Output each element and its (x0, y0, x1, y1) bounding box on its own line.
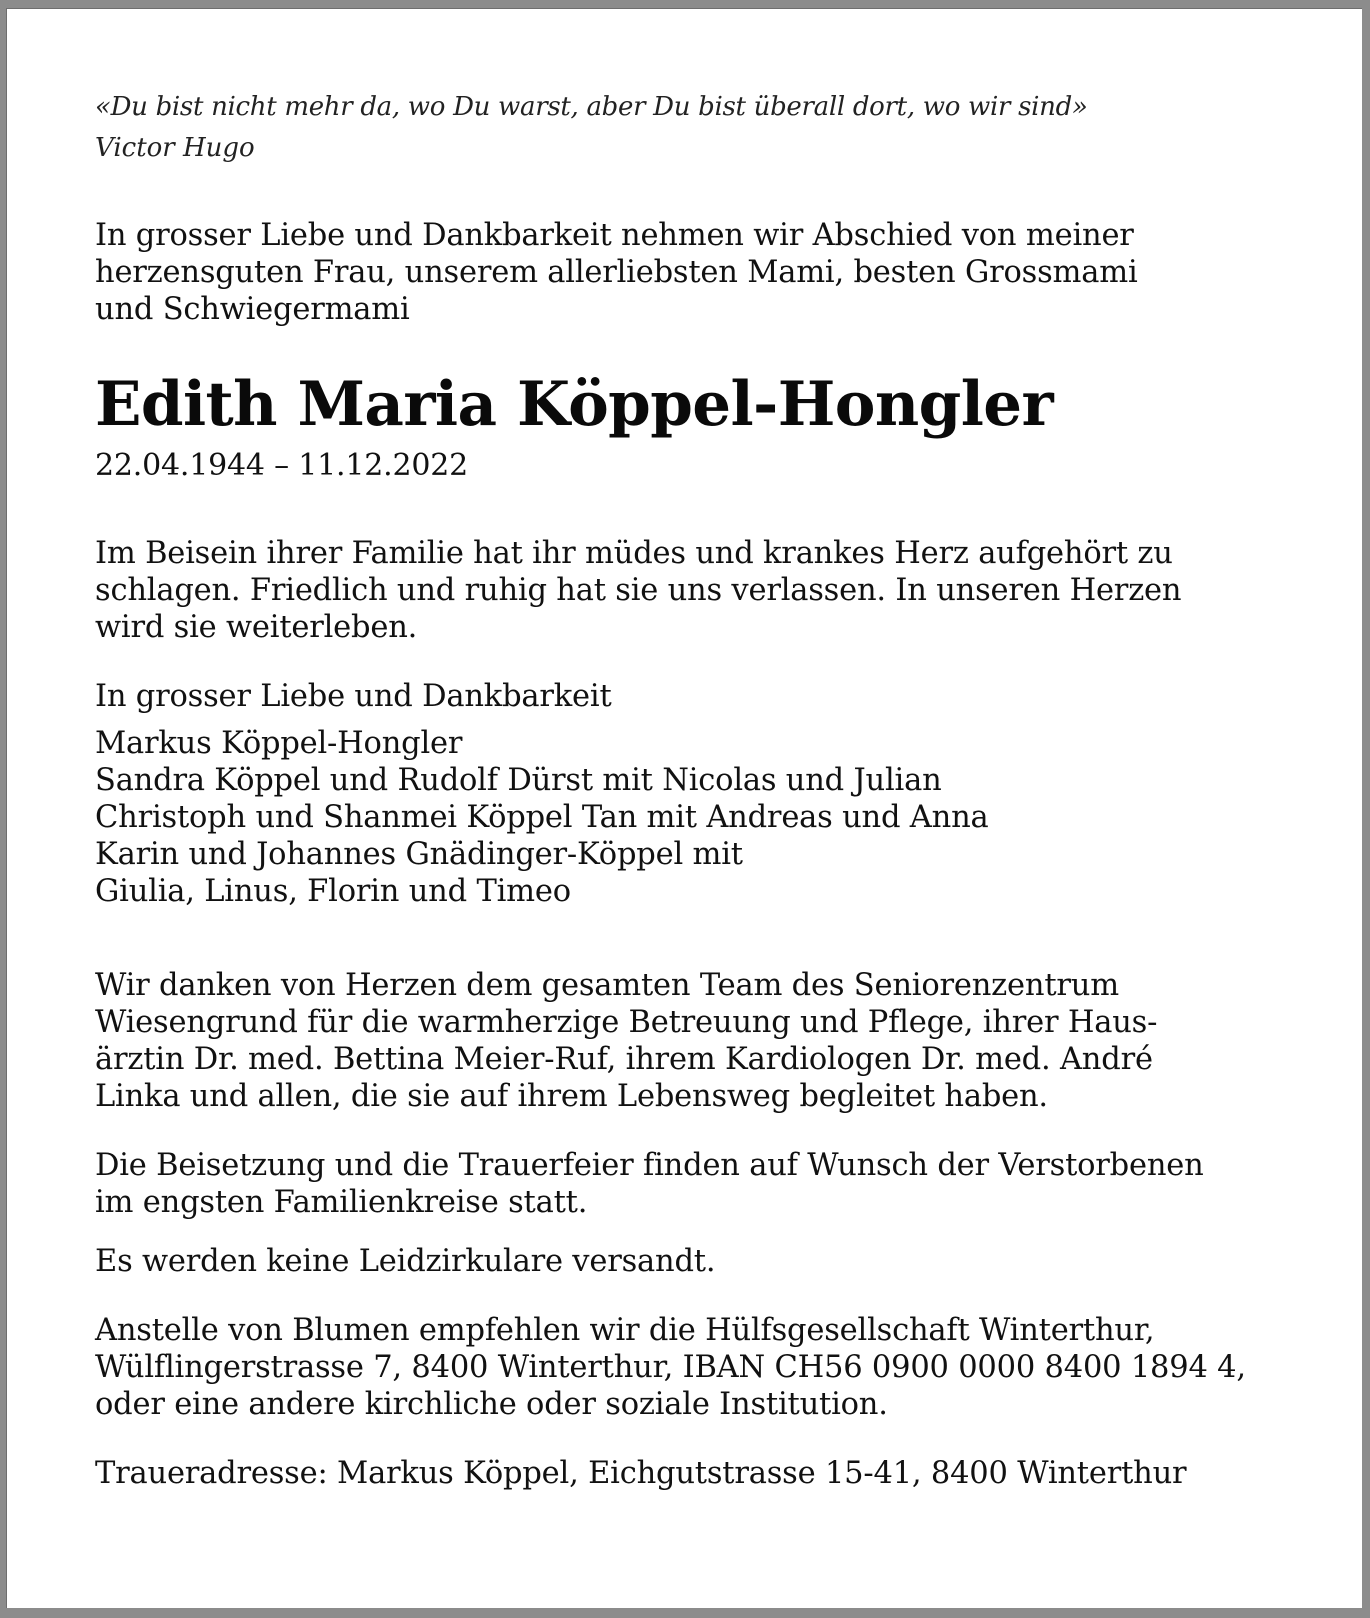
donation-line: oder eine andere kirchliche oder soziale Institution. (95, 1387, 888, 1422)
funeral-line: Die Beisetzung und die Trauerfeier finden auf Wunsch der Verstorbenen (95, 1148, 1204, 1183)
quote-author: Victor Hugo (95, 133, 255, 163)
intro-line: In grosser Liebe und Dankbarkeit nehmen wir Abschied von meiner (95, 218, 1134, 253)
family-member: Christoph und Shanmei Köppel Tan mit Andreas und Anna (95, 800, 989, 835)
obituary-content (95, 87, 1345, 1492)
passing-line: Im Beisein ihrer Familie hat ihr müdes und krankes Herz aufgehört zu (95, 536, 1173, 571)
thanks-line: Wir danken von Herzen dem gesamten Team des Seniorenzentrum (95, 968, 1119, 1003)
mourning-address: Traueradresse: Markus Köppel, Eichgutstrasse 15-41, 8400 Winterthur (95, 1456, 1187, 1491)
passing-line: wird sie weiterleben. (95, 610, 418, 645)
family-member: Markus Köppel-Hongler (95, 726, 463, 761)
donation-paragraph (95, 1312, 1335, 1423)
quote-text: «Du bist nicht mehr da, wo Du warst, aber Du bist überall dort, wo wir sind» (95, 92, 1088, 122)
circulars-notice: Es werden keine Leidzirkulare versandt. (95, 1244, 716, 1279)
intro-paragraph (95, 217, 1345, 328)
life-dates: 22.04.1944 – 11.12.2022 (95, 448, 469, 483)
quote-block (95, 87, 1345, 169)
intro-line: herzensguten Frau, unserem allerliebsten Mami, besten Grossmami (95, 255, 1138, 290)
family-member: Sandra Köppel und Rudolf Dürst mit Nicolas und Julian (95, 763, 942, 798)
funeral-line: im engsten Familienkreise statt. (95, 1185, 588, 1220)
deceased-name: Edith Maria Köppel-Hongler (95, 369, 1054, 440)
family-member: Karin und Johannes Gnädinger-Köppel mit (95, 837, 743, 872)
passing-paragraph (95, 535, 1345, 646)
passing-line: schlagen. Friedlich und ruhig hat sie uns verlassen. In unseren Herzen (95, 573, 1182, 608)
family-list (95, 725, 1345, 910)
thanks-line: Wiesengrund für die warmherzige Betreuung und Pflege, ihrer Haus- (95, 1005, 1158, 1040)
family-member: Giulia, Linus, Florin und Timeo (95, 874, 571, 909)
obituary-page (6, 8, 1362, 1608)
donation-line: Wülflingerstrasse 7, 8400 Winterthur, IBAN CH56 0900 0000 8400 1894 4, (95, 1350, 1246, 1385)
intro-line: und Schwiegermami (95, 292, 410, 327)
signoff-line: In grosser Liebe und Dankbarkeit (95, 679, 612, 714)
thanks-paragraph (95, 967, 1345, 1115)
thanks-line: ärztin Dr. med. Bettina Meier-Ruf, ihrem Kardiologen Dr. med. André (95, 1042, 1153, 1077)
donation-line: Anstelle von Blumen empfehlen wir die Hülfsgesellschaft Winterthur, (95, 1313, 1155, 1348)
funeral-paragraph (95, 1147, 1345, 1221)
thanks-line: Linka und allen, die sie auf ihrem Lebensweg begleitet haben. (95, 1079, 1048, 1114)
